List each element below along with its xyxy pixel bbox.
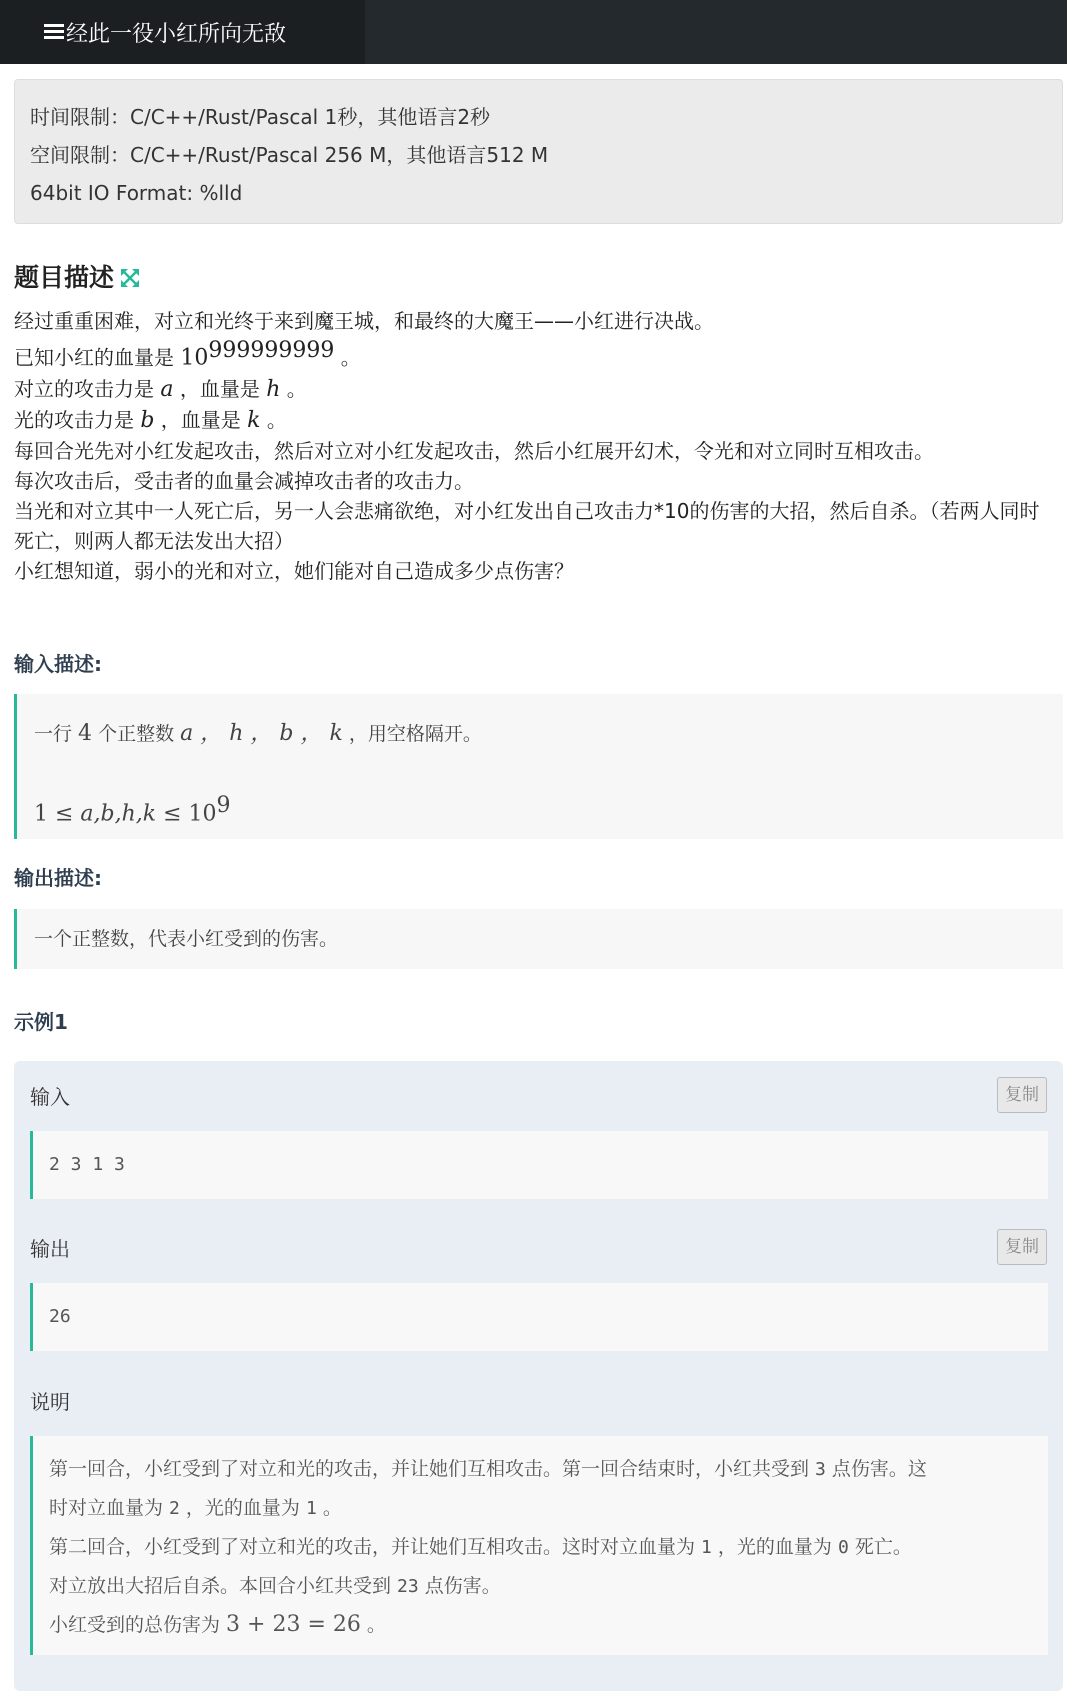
input-text: 一行 4 个正整数 a ， h ， b ， k ，用空格隔开。: [34, 721, 482, 746]
io-format: 64bit IO Format: %lld: [30, 181, 243, 205]
explain-line: 第二回合，小红受到了对立和光的攻击，并让她们互相攻击。这时对立血量为 1 ，光的血量为 0 死亡。: [49, 1536, 912, 1558]
example-output-code[interactable]: 26: [30, 1283, 1048, 1351]
example-input-label: 输入: [30, 1085, 70, 1109]
output-description: 一个正整数，代表小红受到的伤害。: [14, 909, 1063, 969]
example-explanation: [30, 1436, 1048, 1655]
problem-title: 题目描述: [14, 258, 140, 294]
problem-description: [14, 306, 1059, 586]
list-icon: [44, 24, 64, 40]
explain-line: 小红受到的总伤害为 3 + 23 = 26 。: [49, 1612, 386, 1637]
problem-tab[interactable]: [0, 0, 365, 64]
expand-icon[interactable]: [120, 268, 140, 288]
explain-line: 对立放出大招后自杀。本回合小红共受到 23 点伤害。: [49, 1575, 501, 1597]
desc-line: 当光和对立其中一人死亡后，另一人会悲痛欲绝，对小红发出自己攻击力*10的伤害的大招，然后自杀。（若两人同时死亡，则两人都无法发出大招）: [14, 498, 1040, 553]
explain-line: 时对立血量为 2 ，光的血量为 1 。: [49, 1497, 342, 1519]
memory-limit: 空间限制：C/C++/Rust/Pascal 256 M，其他语言512 M: [30, 143, 549, 167]
limits-panel: [14, 79, 1063, 224]
example-output-label: 输出: [30, 1237, 70, 1261]
explain-line: 第一回合，小红受到了对立和光的攻击，并让她们互相攻击。第一回合结束时，小红共受到 3 点伤害。这: [49, 1458, 927, 1480]
input-title: 输入描述:: [14, 652, 102, 676]
tab-title: 经此一役小红所向无敌: [66, 21, 287, 47]
example-title: 示例1: [14, 1010, 68, 1034]
desc-line: 每回合光先对小红发起攻击，然后对立对小红发起攻击，然后小红展开幻术，令光和对立同时互相攻击。: [14, 438, 934, 463]
copy-output-button[interactable]: 复制: [997, 1229, 1047, 1265]
copy-input-button[interactable]: 复制: [997, 1077, 1047, 1113]
output-title: 输出描述:: [14, 866, 102, 890]
desc-line: 对立的攻击力是 a ，血量是 h 。: [14, 376, 307, 402]
desc-line: 小红想知道，弱小的光和对立，她们能对自己造成多少点伤害？: [14, 558, 574, 583]
desc-line: 已知小红的血量是 $10^{999999999}$ 。: [14, 338, 361, 371]
desc-line: 光的攻击力是 b ，血量是 k 。: [14, 407, 287, 433]
top-bar: [0, 0, 1067, 64]
desc-line: 每次攻击后，受击者的血量会减掉攻击者的攻击力。: [14, 468, 474, 493]
example-panel: [14, 1061, 1063, 1691]
input-constraint: $1 \le a,b,h,k \le 10^9$: [34, 793, 231, 827]
example-input-code[interactable]: 2 3 1 3: [30, 1131, 1048, 1199]
desc-line: 经过重重困难，对立和光终于来到魔王城，和最终的大魔王——小红进行决战。: [14, 309, 714, 333]
input-description: [14, 694, 1063, 839]
time-limit: 时间限制：C/C++/Rust/Pascal 1秒，其他语言2秒: [30, 105, 491, 129]
example-explain-label: 说明: [30, 1390, 70, 1414]
